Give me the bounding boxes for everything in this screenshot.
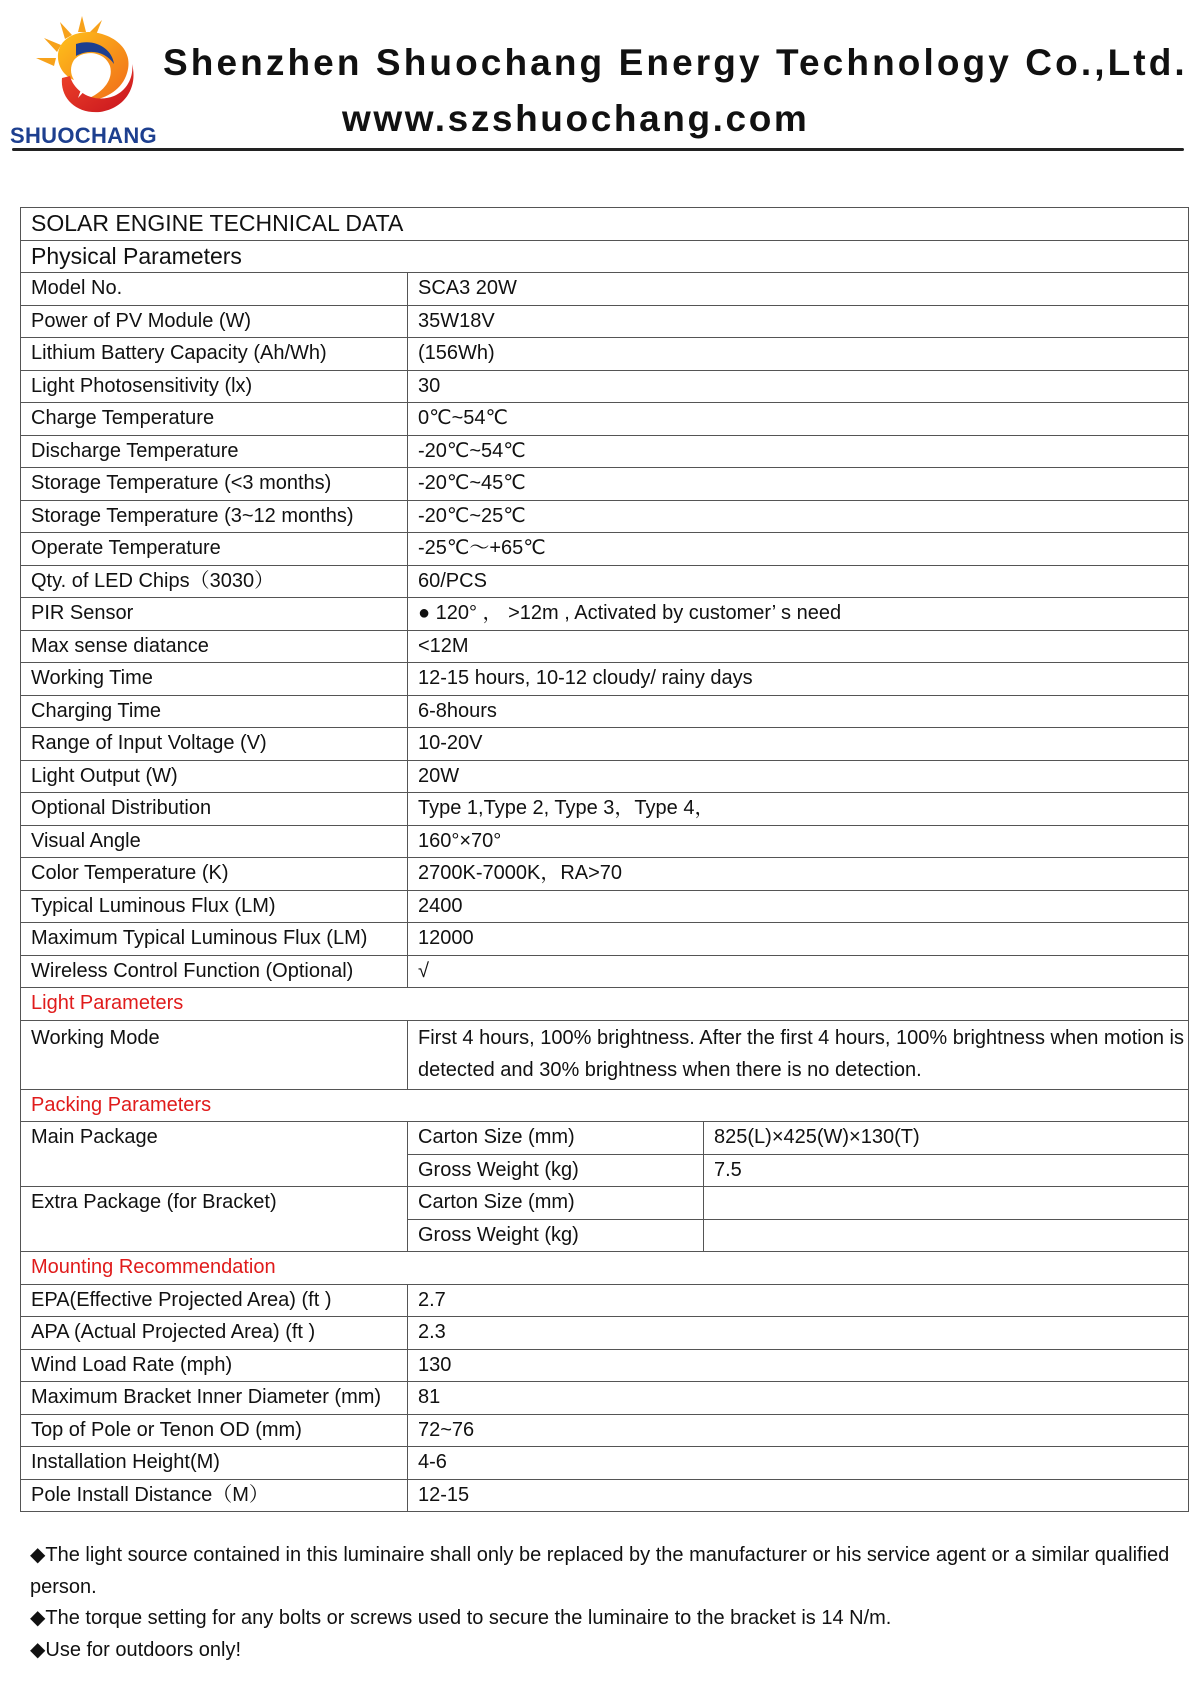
carton-size-value: 825(L)×425(W)×130(T): [704, 1122, 1189, 1155]
parameter-value: 2.3: [408, 1317, 1189, 1350]
company-name: Shenzhen Shuochang Energy Technology Co.,Ltd.: [163, 42, 1188, 83]
table-row: [21, 923, 1189, 956]
parameter-value: 12-15: [408, 1479, 1189, 1512]
parameter-label: Light Photosensitivity (lx): [21, 370, 408, 403]
parameter-label: Model No.: [21, 273, 408, 306]
table-row: [21, 1284, 1189, 1317]
parameter-label: Visual Angle: [21, 825, 408, 858]
table-row: [21, 1122, 1189, 1155]
table-row: [21, 468, 1189, 501]
light-parameters-heading: Light Parameters: [21, 988, 1189, 1021]
parameter-label: Max sense diatance: [21, 630, 408, 663]
gross-weight-value: [704, 1219, 1189, 1252]
parameter-value: 72~76: [408, 1414, 1189, 1447]
gross-weight-label: Gross Weight (kg): [408, 1219, 704, 1252]
parameter-label: Optional Distribution: [21, 793, 408, 826]
parameter-value: 12000: [408, 923, 1189, 956]
parameter-value: 4-6: [408, 1447, 1189, 1480]
table-row: [21, 500, 1189, 533]
parameter-label: Installation Height(M): [21, 1447, 408, 1480]
parameter-label: Light Output (W): [21, 760, 408, 793]
website-url: www.szshuochang.com: [342, 98, 810, 139]
table-row: [21, 598, 1189, 631]
parameter-value: SCA3 20W: [408, 273, 1189, 306]
table-row: [21, 728, 1189, 761]
table-row: [21, 955, 1189, 988]
package-label: Extra Package (for Bracket): [21, 1187, 408, 1252]
parameter-value: ● 120° ， >12m , Activated by customer’ s need: [408, 598, 1189, 631]
parameter-value: -20℃~45℃: [408, 468, 1189, 501]
notes-section: [30, 1540, 1190, 1666]
carton-size-label: Carton Size (mm): [408, 1187, 704, 1220]
parameter-label: Color Temperature (K): [21, 858, 408, 891]
table-row: [21, 793, 1189, 826]
header-divider: [12, 148, 1184, 151]
table-row: [21, 338, 1189, 371]
parameter-label: EPA(Effective Projected Area) (ft ): [21, 1284, 408, 1317]
section-heading-row: [21, 1252, 1189, 1285]
parameter-label: Range of Input Voltage (V): [21, 728, 408, 761]
parameter-label: Wind Load Rate (mph): [21, 1349, 408, 1382]
table-row: [21, 695, 1189, 728]
mounting-recommendation-heading: Mounting Recommendation: [21, 1252, 1189, 1285]
parameter-label: Storage Temperature (3~12 months): [21, 500, 408, 533]
table-row: [21, 1382, 1189, 1415]
working-mode-value: First 4 hours, 100% brightness. After the first 4 hours, 100% brightness when motion is detected and 30% brightness when there is no detection.: [408, 1020, 1189, 1089]
table-row: [21, 760, 1189, 793]
table-row: [21, 890, 1189, 923]
parameter-label: PIR Sensor: [21, 598, 408, 631]
parameter-label: Working Time: [21, 663, 408, 696]
table-row: [21, 825, 1189, 858]
physical-parameters-heading: Physical Parameters: [21, 240, 1189, 273]
table-row: [21, 1020, 1189, 1089]
table-row: [21, 273, 1189, 306]
shuochang-logo-icon: [30, 14, 145, 114]
section-heading-row: [21, 988, 1189, 1021]
parameter-value: 35W18V: [408, 305, 1189, 338]
parameter-label: Top of Pole or Tenon OD (mm): [21, 1414, 408, 1447]
table-title-row: [21, 208, 1189, 241]
note-item: ◆The torque setting for any bolts or screws used to secure the luminaire to the bracket is 14 N/m.: [30, 1607, 892, 1629]
parameter-label: Charging Time: [21, 695, 408, 728]
table-row: [21, 533, 1189, 566]
parameter-label: Storage Temperature (<3 months): [21, 468, 408, 501]
parameter-value: (156Wh): [408, 338, 1189, 371]
parameter-label: Wireless Control Function (Optional): [21, 955, 408, 988]
parameter-value: 60/PCS: [408, 565, 1189, 598]
section-heading-row: [21, 1089, 1189, 1122]
parameter-label: Charge Temperature: [21, 403, 408, 436]
parameter-label: Maximum Typical Luminous Flux (LM): [21, 923, 408, 956]
carton-size-label: Carton Size (mm): [408, 1122, 704, 1155]
logo-wordmark: SHUOCHANG: [10, 123, 157, 148]
parameter-value: 30: [408, 370, 1189, 403]
parameter-label: Typical Luminous Flux (LM): [21, 890, 408, 923]
gross-weight-value: 7.5: [704, 1154, 1189, 1187]
table-row: [21, 1479, 1189, 1512]
parameter-label: Maximum Bracket Inner Diameter (mm): [21, 1382, 408, 1415]
table-row: [21, 1414, 1189, 1447]
table-row: [21, 403, 1189, 436]
parameter-value: -20℃~54℃: [408, 435, 1189, 468]
parameter-value: 2.7: [408, 1284, 1189, 1317]
parameter-value: <12M: [408, 630, 1189, 663]
package-label: Main Package: [21, 1122, 408, 1187]
parameter-value: 81: [408, 1382, 1189, 1415]
note-item: ◆Use for outdoors only!: [30, 1638, 242, 1661]
table-row: [21, 1317, 1189, 1350]
parameter-label: APA (Actual Projected Area) (ft ): [21, 1317, 408, 1350]
parameter-value: √: [408, 955, 1189, 988]
table-row: [21, 565, 1189, 598]
parameter-label: Qty. of LED Chips（3030）: [21, 565, 408, 598]
parameter-value: -20℃~25℃: [408, 500, 1189, 533]
note-item: ◆The light source contained in this luminaire shall only be replaced by the manufacturer or his service agent or a similar qualified person.: [30, 1544, 1170, 1598]
table-title: SOLAR ENGINE TECHNICAL DATA: [21, 208, 1189, 241]
table-row: [21, 1187, 1189, 1220]
parameter-value: Type 1,Type 2, Type 3，Type 4，: [408, 793, 1189, 826]
parameter-value: 20W: [408, 760, 1189, 793]
parameter-value: 130: [408, 1349, 1189, 1382]
parameter-label: Discharge Temperature: [21, 435, 408, 468]
parameter-value: 12-15 hours, 10-12 cloudy/ rainy days: [408, 663, 1189, 696]
parameter-value: 2700K-7000K，RA>70: [408, 858, 1189, 891]
technical-data-table: [20, 207, 1189, 1512]
parameter-value: 2400: [408, 890, 1189, 923]
section-heading-row: [21, 240, 1189, 273]
parameter-value: 160°×70°: [408, 825, 1189, 858]
table-row: [21, 1447, 1189, 1480]
parameter-value: -25℃～+65℃: [408, 533, 1189, 566]
table-row: [21, 435, 1189, 468]
parameter-label: Pole Install Distance（M）: [21, 1479, 408, 1512]
table-row: [21, 663, 1189, 696]
parameter-value: 6-8hours: [408, 695, 1189, 728]
page-header: [0, 0, 1200, 170]
table-row: [21, 630, 1189, 663]
table-row: [21, 370, 1189, 403]
parameter-value: 10-20V: [408, 728, 1189, 761]
packing-parameters-heading: Packing Parameters: [21, 1089, 1189, 1122]
table-row: [21, 1349, 1189, 1382]
gross-weight-label: Gross Weight (kg): [408, 1154, 704, 1187]
table-row: [21, 858, 1189, 891]
parameter-label: Lithium Battery Capacity (Ah/Wh): [21, 338, 408, 371]
parameter-label: Operate Temperature: [21, 533, 408, 566]
working-mode-label: Working Mode: [21, 1020, 408, 1089]
parameter-label: Power of PV Module (W): [21, 305, 408, 338]
table-row: [21, 305, 1189, 338]
carton-size-value: [704, 1187, 1189, 1220]
parameter-value: 0℃~54℃: [408, 403, 1189, 436]
